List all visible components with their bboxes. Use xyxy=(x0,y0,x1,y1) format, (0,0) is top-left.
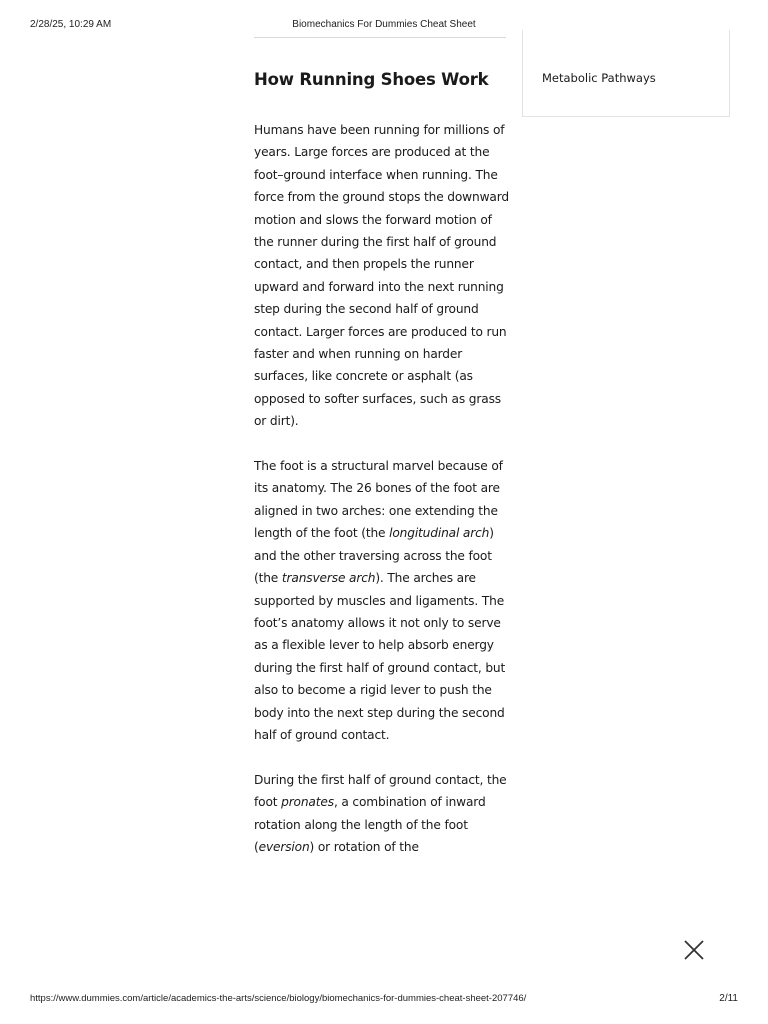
paragraph-3-text-c: , a combination of inward rotation along the length of the foot ( xyxy=(254,795,486,854)
divider xyxy=(254,37,506,38)
term-eversion: eversion xyxy=(258,839,310,854)
sidebar-link-metabolic-pathways[interactable]: Metabolic Pathways xyxy=(542,71,656,85)
close-x-icon xyxy=(683,939,705,961)
print-header-title: Biomechanics For Dummies Cheat Sheet xyxy=(292,19,476,30)
paragraph-2-text-e: ). The arches are supported by muscles and ligaments. The foot’s anatomy allows it not only to serve as a flexible lever to help absorb energy during the first half of ground contact, but also to become a rigid lever to push the body into the next step during the second half of ground contact. xyxy=(254,571,506,742)
paragraph-2 xyxy=(254,455,510,746)
print-header-datetime: 2/28/25, 10:29 AM xyxy=(30,19,112,30)
term-longitudinal-arch: longitudinal arch xyxy=(389,526,490,541)
section-heading: How Running Shoes Work xyxy=(254,70,489,89)
close-button[interactable] xyxy=(683,939,705,961)
print-footer-url: https://www.dummies.com/article/academics-the-arts/science/biology/biomechanics-for-dummies-cheat-sheet-207746/ xyxy=(30,993,527,1004)
print-footer-page-number: 2/11 xyxy=(719,993,738,1004)
paragraph-2-text-c: ) and the other traversing across the foot (the xyxy=(254,526,494,586)
term-transverse-arch: transverse arch xyxy=(281,571,376,586)
sidebar-box xyxy=(522,30,730,117)
term-pronates: pronates xyxy=(281,795,334,810)
article-body xyxy=(254,68,510,910)
paragraph-3 xyxy=(254,769,510,859)
paragraph-1: Humans have been running for millions of years. Large forces are produced at the foot–ground interface when running. The force from the ground stops the downward motion and slows the forward motion of the runner during the first half of ground contact, and then propels the runner upward and forward into the next running step during the second half of ground contact. Larger forces are produced to run faster and when running on harder surfaces, like concrete or asphalt (as opposed to softer surfaces, such as grass or dirt). xyxy=(254,123,509,429)
paragraph-2-text-a: The foot is a structural marvel because of its anatomy. The 26 bones of the foot are aligned in two arches: one extending the length of the foot (the xyxy=(254,459,503,541)
paragraph-3-text-e: ) or rotation of the xyxy=(309,839,419,854)
paragraph-3-text-a: During the first half of ground contact, the foot xyxy=(254,772,507,810)
